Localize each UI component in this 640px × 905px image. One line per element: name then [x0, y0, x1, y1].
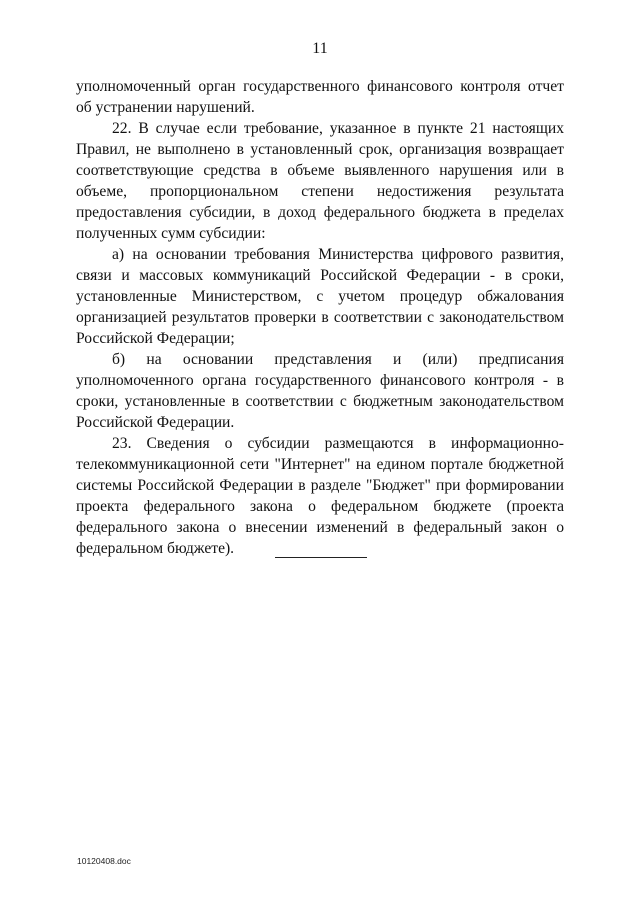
document-body: [76, 76, 564, 559]
end-of-document-separator: [275, 557, 367, 558]
document-file-code: 10120408.doc: [77, 856, 131, 866]
paragraph-clause-22: 22. В случае если требование, указанное в пункте 21 настоящих Правил, не выполнено в установленный срок, организация возвращает соответствующие средства в объеме выявленного нарушения или в объеме, пропорциональном степени недостижения результата предоставления субсидии, в доход федерального бюджета в пределах полученных сумм субсидии:: [76, 120, 564, 242]
paragraph-continuation: уполномоченный орган государственного финансового контроля отчет об устранении нарушений.: [76, 78, 564, 116]
page-number: 11: [312, 40, 328, 57]
paragraph-clause-22-b: б) на основании представления и (или) предписания уполномоченного органа государственного финансового контроля - в сроки, установленные в соответствии с бюджетным законодательством Российской Федерации.: [76, 351, 564, 431]
paragraph-clause-23: 23. Сведения о субсидии размещаются в информационно-телекоммуникационной сети "Интернет" на едином портале бюджетной системы Российской Федерации в разделе "Бюджет" при формировании проекта федерального закона о федеральном бюджете (проекта федерального закона о внесении изменений в федеральный закон о федеральном бюджете).: [76, 435, 564, 557]
paragraph-clause-22-a: а) на основании требования Министерства цифрового развития, связи и массовых коммуникаций Российской Федерации - в сроки, установленные Министерством, с учетом процедур обжалования организацией результатов проверки в соответствии с законодательством Российской Федерации;: [76, 246, 564, 347]
